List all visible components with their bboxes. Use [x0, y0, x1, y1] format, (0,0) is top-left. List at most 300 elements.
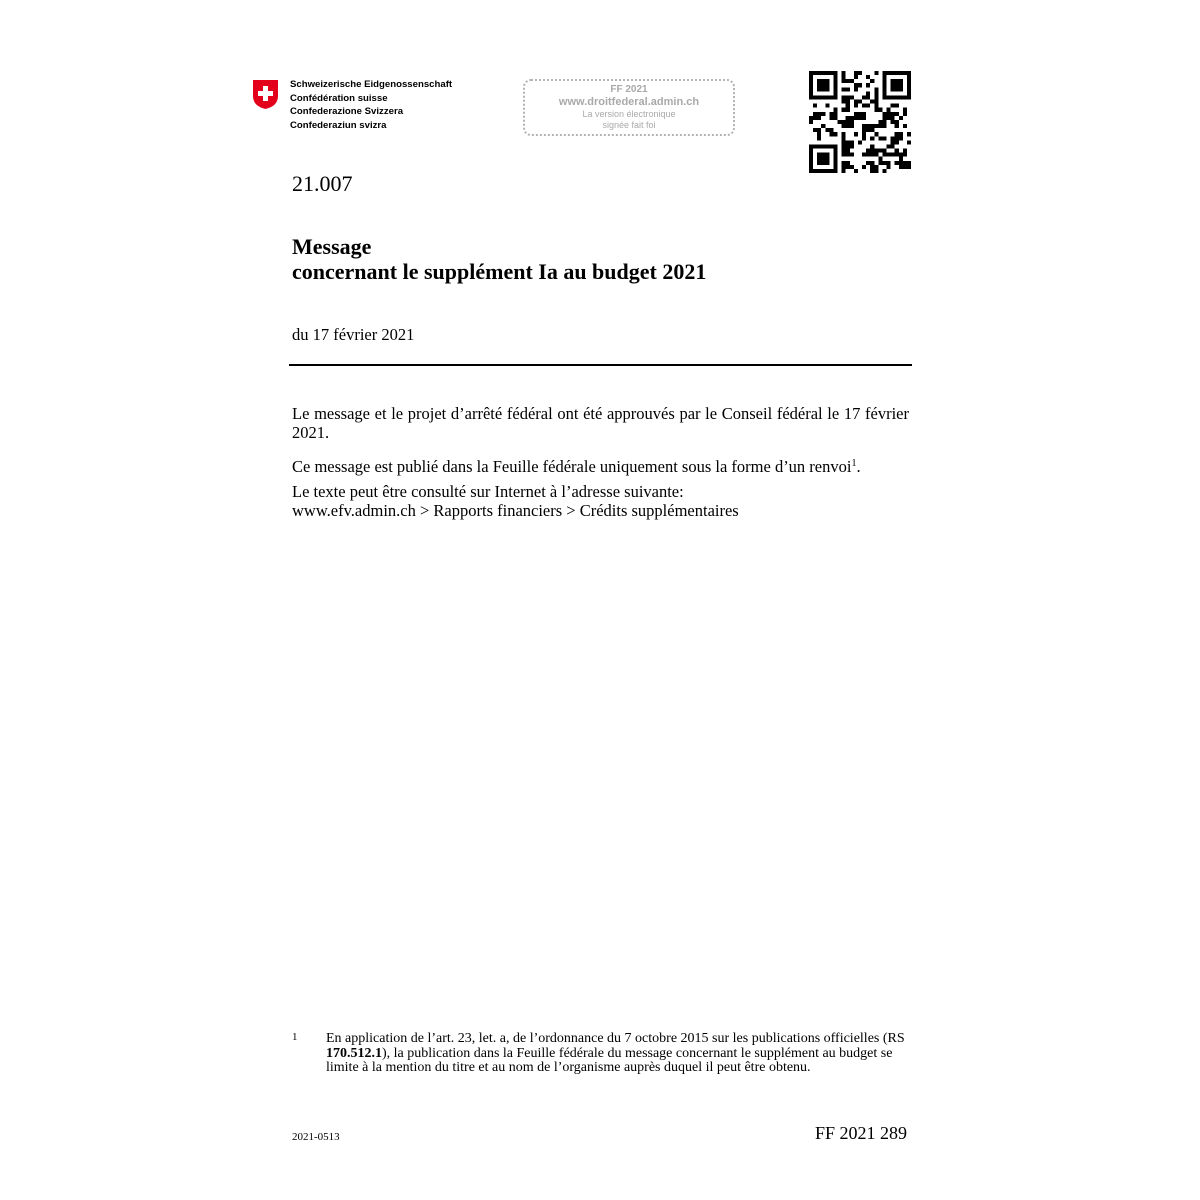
qr-module	[833, 149, 837, 153]
qr-module	[907, 83, 911, 87]
qr-module	[874, 132, 878, 136]
qr-module	[882, 149, 886, 153]
qr-module	[817, 71, 821, 75]
qr-module	[833, 157, 837, 161]
qr-module	[846, 104, 850, 108]
qr-module	[899, 83, 903, 87]
qr-module	[895, 132, 899, 136]
qr-module	[846, 124, 850, 128]
qr-module	[887, 153, 891, 157]
qr-module	[903, 124, 907, 128]
qr-module	[858, 100, 862, 104]
qr-module	[899, 132, 903, 136]
qr-module	[895, 104, 899, 108]
qr-module	[895, 140, 899, 144]
qr-module	[842, 71, 846, 75]
qr-module	[846, 116, 850, 120]
qr-module	[825, 71, 829, 75]
qr-module	[874, 87, 878, 91]
qr-module	[891, 116, 895, 120]
qr-module	[862, 112, 866, 116]
qr-module	[833, 116, 837, 120]
qr-module	[842, 140, 846, 144]
qr-module	[846, 165, 850, 169]
qr-module	[854, 116, 858, 120]
qr-module	[817, 128, 821, 132]
qr-module	[821, 161, 825, 165]
qr-module	[825, 79, 829, 83]
document-number: 21.007	[292, 171, 353, 196]
qr-module	[895, 112, 899, 116]
qr-module	[842, 87, 846, 91]
qr-module	[895, 149, 899, 153]
qr-module	[866, 104, 870, 108]
divider	[289, 364, 912, 366]
qr-module	[829, 116, 833, 120]
footnote-text	[326, 1032, 916, 1076]
qr-module	[903, 108, 907, 112]
qr-module	[866, 161, 870, 165]
qr-module	[842, 161, 846, 165]
qr-module	[866, 149, 870, 153]
qr-module	[821, 87, 825, 91]
qr-module	[825, 153, 829, 157]
qr-module	[874, 108, 878, 112]
qr-module	[833, 169, 837, 173]
qr-module	[850, 79, 854, 83]
qr-module	[866, 83, 870, 87]
qr-module	[866, 95, 870, 99]
publication-text: Ce message est publié dans la Feuille fédérale uniquement sous la forme d’un renvoi	[292, 457, 852, 476]
qr-module	[850, 124, 854, 128]
qr-module	[899, 136, 903, 140]
qr-module	[825, 169, 829, 173]
qr-module	[825, 104, 829, 108]
qr-module	[903, 161, 907, 165]
consultation-path[interactable]: www.efv.admin.ch > Rapports financiers > Crédits supplémentaires	[292, 501, 739, 520]
qr-module	[882, 71, 886, 75]
qr-module	[809, 91, 813, 95]
qr-module	[887, 95, 891, 99]
qr-module	[882, 169, 886, 173]
qr-module	[887, 108, 891, 112]
qr-module	[870, 149, 874, 153]
qr-module	[907, 95, 911, 99]
publication-paragraph	[292, 454, 909, 476]
qr-module	[825, 95, 829, 99]
qr-module	[809, 149, 813, 153]
qr-module	[862, 95, 866, 99]
qr-module	[891, 83, 895, 87]
qr-module	[842, 149, 846, 153]
qr-module	[862, 116, 866, 120]
qr-module	[870, 79, 874, 83]
qr-module	[846, 153, 850, 157]
qr-module	[882, 112, 886, 116]
qr-module	[833, 79, 837, 83]
qr-module	[903, 153, 907, 157]
qr-module	[809, 165, 813, 169]
qr-module	[862, 128, 866, 132]
qr-module	[825, 161, 829, 165]
qr-module	[833, 161, 837, 165]
qr-module	[907, 71, 911, 75]
qr-module	[850, 95, 854, 99]
qr-module	[858, 140, 862, 144]
qr-module	[821, 95, 825, 99]
qr-module	[854, 104, 858, 108]
qr-module	[866, 75, 870, 79]
qr-module	[846, 108, 850, 112]
qr-module	[833, 83, 837, 87]
qr-module	[874, 149, 878, 153]
stamp-note-2: signée fait foi	[602, 120, 656, 130]
qr-module	[817, 157, 821, 161]
qr-module	[846, 120, 850, 124]
qr-module	[829, 71, 833, 75]
qr-module	[891, 153, 895, 157]
qr-module	[899, 116, 903, 120]
qr-module	[809, 87, 813, 91]
qr-module	[817, 112, 821, 116]
consultation-paragraph	[292, 482, 909, 520]
qr-module	[907, 79, 911, 83]
qr-module	[870, 128, 874, 132]
qr-module	[833, 71, 837, 75]
qr-module	[833, 144, 837, 148]
qr-module	[878, 108, 882, 112]
qr-module	[825, 157, 829, 161]
qr-module	[895, 136, 899, 140]
qr-module	[842, 144, 846, 148]
qr-module	[891, 144, 895, 148]
qr-module	[842, 120, 846, 124]
qr-module	[809, 95, 813, 99]
qr-module	[887, 165, 891, 169]
qr-module	[891, 71, 895, 75]
qr-module	[874, 91, 878, 95]
qr-module	[817, 87, 821, 91]
qr-module	[895, 87, 899, 91]
qr-module	[846, 79, 850, 83]
qr-module	[899, 71, 903, 75]
qr-module	[882, 120, 886, 124]
qr-module	[878, 120, 882, 124]
qr-module	[887, 71, 891, 75]
qr-module	[874, 165, 878, 169]
qr-module	[895, 153, 899, 157]
qr-module	[809, 157, 813, 161]
qr-module	[858, 112, 862, 116]
qr-module	[854, 75, 858, 79]
qr-module	[870, 136, 874, 140]
qr-module	[850, 144, 854, 148]
qr-module	[829, 169, 833, 173]
qr-module	[850, 116, 854, 120]
qr-module	[842, 95, 846, 99]
qr-module	[903, 112, 907, 116]
qr-module	[874, 100, 878, 104]
qr-module	[895, 71, 899, 75]
qr-module	[829, 95, 833, 99]
qr-module	[866, 153, 870, 157]
qr-module	[903, 149, 907, 153]
qr-module	[895, 79, 899, 83]
qr-module	[866, 91, 870, 95]
footer-reference: FF 2021 289	[815, 1123, 908, 1143]
agency-name-fr: Confédération suisse	[290, 92, 388, 104]
qr-module	[891, 136, 895, 140]
qr-module	[854, 132, 858, 136]
footnote-mark: 1	[292, 1031, 298, 1043]
qr-module	[887, 144, 891, 148]
qr-module	[842, 153, 846, 157]
qr-module	[825, 128, 829, 132]
qr-module	[882, 116, 886, 120]
qr-module	[895, 95, 899, 99]
footnote-reference[interactable]: 1	[851, 458, 857, 469]
qr-module	[874, 153, 878, 157]
qr-module	[850, 165, 854, 169]
qr-module	[833, 132, 837, 136]
qr-module	[846, 100, 850, 104]
qr-module	[870, 124, 874, 128]
qr-module	[882, 75, 886, 79]
qr-module	[895, 120, 899, 124]
qr-module	[870, 165, 874, 169]
qr-module	[829, 128, 833, 132]
qr-module	[895, 161, 899, 165]
qr-module	[817, 136, 821, 140]
qr-module	[833, 165, 837, 169]
qr-module	[809, 144, 813, 148]
qr-module	[846, 161, 850, 165]
qr-module	[833, 153, 837, 157]
qr-module	[817, 161, 821, 165]
document-title	[292, 234, 706, 284]
footnote-text-end: ), la publication dans la Feuille fédérale du message concernant le supplément au budget se limite à la mention du titre et au nom de l’organisme auprès duquel il peut être obtenu.	[326, 1045, 893, 1075]
qr-module	[817, 79, 821, 83]
qr-module	[813, 116, 817, 120]
qr-module	[882, 83, 886, 87]
qr-module	[821, 144, 825, 148]
qr-module	[854, 71, 858, 75]
qr-module	[833, 108, 837, 112]
stamp-url: www.droitfederal.admin.ch	[558, 96, 700, 108]
qr-module	[829, 112, 833, 116]
qr-module	[846, 140, 850, 144]
qr-module	[821, 169, 825, 173]
qr-module	[882, 124, 886, 128]
qr-module	[899, 157, 903, 161]
electronic-version-stamp	[523, 79, 735, 136]
qr-module	[899, 79, 903, 83]
qr-module	[866, 128, 870, 132]
stamp-ff: FF 2021	[610, 84, 648, 95]
title-line-1: Message	[292, 234, 372, 259]
qr-module	[891, 87, 895, 91]
qr-module	[821, 83, 825, 87]
qr-module	[882, 136, 886, 140]
qr-module	[817, 95, 821, 99]
agency-names	[290, 78, 452, 132]
qr-module	[854, 83, 858, 87]
qr-module	[907, 87, 911, 91]
qr-module	[882, 161, 886, 165]
qr-module	[833, 87, 837, 91]
qr-module	[842, 132, 846, 136]
qr-module	[887, 161, 891, 165]
qr-module	[825, 87, 829, 91]
qr-module	[817, 144, 821, 148]
qr-module	[809, 161, 813, 165]
qr-module	[899, 161, 903, 165]
stamp-note-1: La version électronique	[582, 109, 676, 119]
qr-module	[842, 169, 846, 173]
qr-module	[825, 144, 829, 148]
qr-module	[858, 116, 862, 120]
qr-module	[813, 144, 817, 148]
qr-module	[817, 153, 821, 157]
qr-module	[887, 116, 891, 120]
qr-module	[858, 71, 862, 75]
qr-module	[850, 120, 854, 124]
qr-module	[842, 136, 846, 140]
document-date: du 17 février 2021	[292, 325, 415, 344]
swiss-coat-of-arms-icon	[252, 79, 279, 110]
qr-module	[821, 124, 825, 128]
qr-module	[842, 165, 846, 169]
qr-module	[882, 95, 886, 99]
qr-module	[809, 79, 813, 83]
qr-module	[833, 112, 837, 116]
qr-module	[809, 116, 813, 120]
qr-module	[854, 112, 858, 116]
qr-module	[821, 112, 825, 116]
qr-module	[809, 71, 813, 75]
qr-module	[821, 79, 825, 83]
qr-module	[891, 120, 895, 124]
qr-module	[891, 140, 895, 144]
qr-module	[809, 120, 813, 124]
qr-module	[817, 132, 821, 136]
qr-module	[813, 128, 817, 132]
qr-module	[809, 83, 813, 87]
qr-module	[878, 136, 882, 140]
qr-module	[882, 153, 886, 157]
qr-module	[903, 71, 907, 75]
publication-period: .	[856, 457, 861, 476]
qr-module	[878, 161, 882, 165]
qr-module	[878, 149, 882, 153]
agency-name-rm: Confederaziun svizra	[290, 119, 387, 131]
qr-module	[882, 91, 886, 95]
qr-module	[887, 112, 891, 116]
qr-module	[846, 87, 850, 91]
qr-module	[870, 144, 874, 148]
qr-module	[842, 108, 846, 112]
qr-module	[899, 153, 903, 157]
qr-module	[903, 165, 907, 169]
qr-module	[891, 104, 895, 108]
footer-code: 2021-0513	[292, 1131, 340, 1143]
qr-module	[891, 112, 895, 116]
qr-module	[899, 87, 903, 91]
qr-module	[874, 169, 878, 173]
qr-module	[833, 75, 837, 79]
qr-module	[907, 165, 911, 169]
qr-module	[899, 95, 903, 99]
qr-module	[870, 169, 874, 173]
qr-module	[842, 75, 846, 79]
qr-module	[907, 132, 911, 136]
qr-module	[846, 149, 850, 153]
qr-module	[821, 71, 825, 75]
qr-module	[825, 83, 829, 87]
qr-module	[874, 124, 878, 128]
qr-module	[862, 136, 866, 140]
qr-code-icon	[809, 71, 911, 173]
qr-module	[833, 95, 837, 99]
title-line-2: concernant le supplément Ia au budget 2021	[292, 259, 707, 284]
qr-module	[821, 157, 825, 161]
qr-module	[854, 87, 858, 91]
qr-module	[829, 132, 833, 136]
qr-module	[846, 144, 850, 148]
qr-module	[821, 153, 825, 157]
qr-module	[899, 165, 903, 169]
qr-module	[842, 79, 846, 83]
qr-module	[862, 165, 866, 169]
qr-module	[895, 124, 899, 128]
qr-module	[882, 87, 886, 91]
qr-module	[862, 104, 866, 108]
footnote-rs-number: 170.512.1	[326, 1045, 382, 1061]
agency-name-it: Confederazione Svizzera	[290, 106, 404, 118]
qr-module	[813, 71, 817, 75]
qr-module	[846, 95, 850, 99]
qr-module	[874, 71, 878, 75]
qr-module	[903, 95, 907, 99]
qr-module	[817, 116, 821, 120]
qr-module	[833, 91, 837, 95]
qr-module	[870, 161, 874, 165]
qr-module	[817, 169, 821, 173]
qr-module	[895, 83, 899, 87]
qr-module	[854, 100, 858, 104]
qr-module	[862, 153, 866, 157]
qr-module	[809, 169, 813, 173]
qr-module	[907, 161, 911, 165]
qr-module	[878, 124, 882, 128]
qr-module	[862, 132, 866, 136]
qr-module	[858, 83, 862, 87]
qr-module	[891, 95, 895, 99]
footnote-text-start: En application de l’art. 23, let. a, de l’ordonnance du 7 octobre 2015 sur les publications officielles (RS	[326, 1031, 905, 1046]
qr-module	[870, 100, 874, 104]
qr-module	[907, 75, 911, 79]
qr-module	[809, 75, 813, 79]
qr-module	[870, 153, 874, 157]
qr-module	[850, 140, 854, 144]
qr-module	[891, 79, 895, 83]
qr-module	[866, 124, 870, 128]
qr-module	[829, 144, 833, 148]
qr-module	[862, 124, 866, 128]
qr-module	[813, 104, 817, 108]
qr-module	[813, 169, 817, 173]
consultation-text: Le texte peut être consulté sur Internet à l’adresse suivante:	[292, 482, 684, 501]
